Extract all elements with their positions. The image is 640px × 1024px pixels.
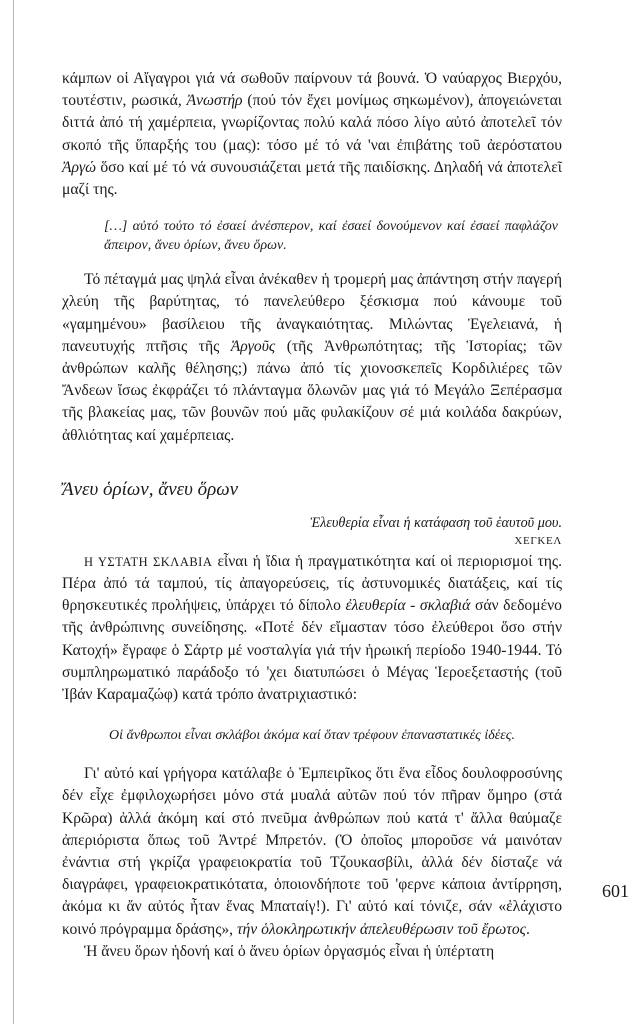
paragraph-text: Τό πέταγμά μας ψηλά εἶναι ἀνέκαθεν ἡ τρομερή μας ἀπάντηση στήν παγερή χλεύη τῆς βαρύτητας, τό πανελεύθερο ξέσκισμα πού κάνουμε τοῦ «γαμημένου» βασίλειου τῆς ἀναγκαιότητας. Μιλώντας Ἐγελειανά, ἡ πανευτυχής πτῆσις τῆς xyxy=(62,271,562,355)
paragraph-flight xyxy=(62,269,562,447)
paragraph-text: (πού τόν ἔχει μονίμως σηκωμένον), ἀπογειώνεται διττά ἀπό τή χαμέρπεια, γνωρίζοντας πολύ καλά πόσο λίγο αὐτό ἀποτελεῖ τόν σκοπό τῆς ὕπαρξής του (μας): τόσο μέ τό νά 'ναι ἐπιβάτης τοῦ ἀερόστατου xyxy=(62,92,562,154)
paragraph-slavery xyxy=(62,551,562,706)
paragraph-embirikos xyxy=(62,763,562,941)
epigraph-author: ΧΕΓΚΕΛ xyxy=(514,534,562,547)
emphasis-freedom-slavery: ἐλευθερία - σκλαβιά xyxy=(345,597,471,615)
section-heading: Ἄνευ ὁρίων, ἄνευ ὅρων xyxy=(62,478,239,500)
page-number: 601 xyxy=(602,881,629,901)
paragraph-text: . xyxy=(526,920,530,938)
paragraph-text: κάμπων οἱ Αἴγαγροι γιά νά σωθοῦν παίρνουν τά βουνά. Ὁ ναύαρχος Βιερχόυ, τουτέστιν, ρωσικά, xyxy=(62,70,562,110)
paragraph-continuation xyxy=(62,68,562,201)
opening-small-caps: Η ΥΣΤΑΤΗ ΣΚΛΑΒΙΑ xyxy=(84,554,213,569)
emphasis-argous: Ἀργοῦς xyxy=(230,337,276,355)
block-quote-apeiron: […] αὐτό τούτο τό ἐσαεί ἀνέσπερον, καί ἐσαεί δονούμενον καί ἐσαεί παφλάζον ἄπειρον, ἄνευ ὁρίων, ἄνευ ὅρων. xyxy=(104,219,558,254)
paragraph-text: εἶναι ἡ ἴδια ἡ πραγματικότητα καί οἱ περιορισμοί της. Πέρα ἀπό τά ταμπού, τίς ἀπαγορεύσεις, τίς ἀστυνομικές διατάξεις, καί τίς θρησκευτικές προλήψεις, ὑπάρχει τό δίπολο xyxy=(62,552,562,615)
paragraph-text: σάν δεδομένο τῆς ἀνθρώπινης συνείδησης. «Ποτέ δέν εἴμασταν τόσο ἐλεύθεροι ὅσο στήν Κατοχή» ἔγραφε ὁ Σάρτρ μέ νοσταλγία γιά τήν ἡρωική περίοδο 1940-1944. Τό συμπληρωματικό παράδοξο τό 'χει διατυπώσει ὁ Μέγας Ἱεροεξεταστής (τοῦ Ἰβάν Καραμαζώφ) κατά τρόπο ἀνατριχιαστικό: xyxy=(62,597,562,704)
epigraph-quote: Ἐλευθερία εἶναι ἡ κατάφαση τοῦ ἑαυτοῦ μου. xyxy=(310,514,562,531)
emphasis-anostir: Ἀνωστήρ xyxy=(186,92,243,110)
emphasis-argo: Ἀργώ xyxy=(62,158,97,176)
text-column xyxy=(62,68,562,963)
paragraph-text: ὅσο καί μέ τό νά συνουσιάζεται μετά τῆς παιδίσκης. Δηλαδή νά ἀποτελεῖ μαζί της. xyxy=(62,158,562,199)
paragraph-text: (τῆς Ἀνθρωπότητας; τῆς Ἱστορίας; τῶν ἀνθρώπων καλῆς θέλησης;) πάνω ἀπό τίς χιονοσκεπεῖς Κορδιλιέρες τῶν Ἄνδεων ἴσως ἐκφράζει τό πλάνταγμα ὅλωνῶν μας γιά τό Μεγάλο Ξεπέρασμα τῆς βλακείας μας, τῶν βουνῶν πού μᾶς φυλακίζουν σέ μιά κοιλάδα δακρύων, ἀθλιότητας καί χαμέρπειας. xyxy=(62,337,563,444)
block-quote-inquisitor: Οἱ ἄνθρωποι εἶναι σκλάβοι ἀκόμα καί ὅταν τρέφουν ἐπαναστατικές ἰδέες. xyxy=(109,728,515,744)
paragraph-final: Ἡ ἄνευ ὅρων ἡδονή καί ὁ ἄνευ ὁρίων ὀργασμός εἶναι ἡ ὑπέρτατη xyxy=(84,942,495,960)
emphasis-liberation-eros: τήν ὁλοκληρωτικήν ἀπελευθέρωσιν τοῦ ἔρωτος xyxy=(236,920,526,938)
paragraph-text: Γι' αὐτό καί γρήγορα κατάλαβε ὁ Ἐμπειρῖκος ὅτι ἕνα εἶδος δουλοφροσύνης δέν εἶχε ἐμφιλοχωρήσει μόνο στά μυαλά αὐτῶν πού τόν πῆραν ὅμηρο (στά Κρῶρα) ἀλλά ἀκόμη καί στό πνεῦμα ἀνθρώπων πού κατά τ' ἄλλα θαύμαζε ἀπεριόριστα ὅπως τοῦ Ἀντρέ Μπρετόν. (Ὁ ὁποῖος μποροῦσε νά μαινόταν ἐνάντια στή γκρίζα γραφειοκρατία τοῦ Τζουκασβίλι, ἀλλά δέν δίσταζε νά διαγράφει, γραφειοκρατικότατα, ὁποιονδήποτε τοῦ 'φερνε κάποια ἀντίρρηση, ἀκόμα κι ἄν αὐτός ἦταν ἕνας Μπαταίγ!). Γι' αὐτό καί τόνιζε, σάν «ἐλάχιστο κοινό πρόγραμμα δράσης», xyxy=(62,765,562,938)
page-edge-line xyxy=(13,0,14,1024)
